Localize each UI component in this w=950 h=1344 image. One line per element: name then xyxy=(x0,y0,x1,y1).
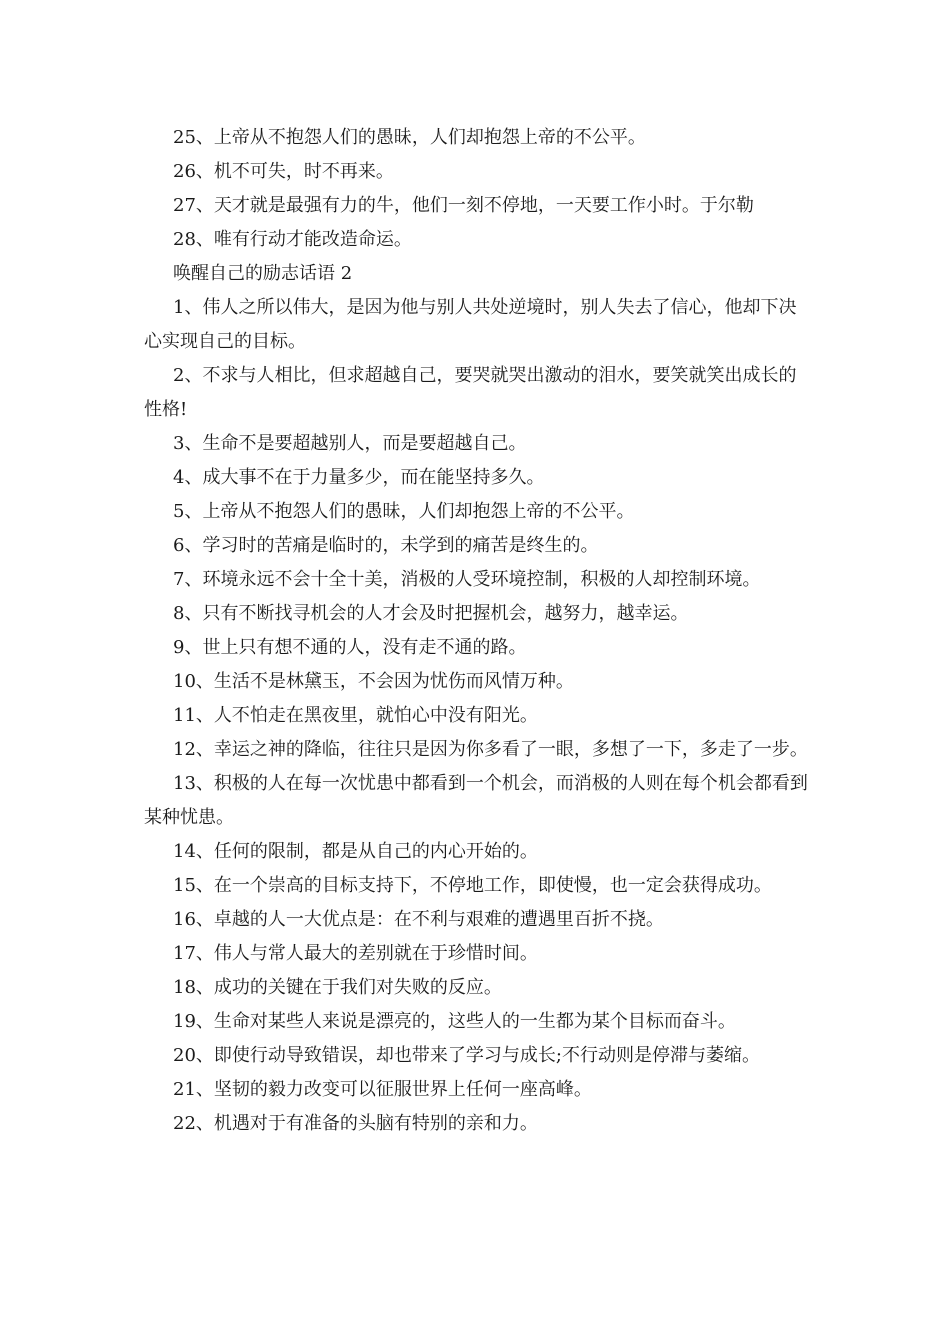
quote-item: 16、卓越的人一大优点是：在不利与艰难的遭遇里百折不挠。 xyxy=(173,909,664,930)
quote-item: 13、积极的人在每一次忧患中都看到一个机会，而消极的人则在每个机会都看到某种忧患。 xyxy=(144,773,808,828)
quote-item: 18、成功的关键在于我们对失败的反应。 xyxy=(173,977,502,998)
quote-item: 3、生命不是要超越别人，而是要超越自己。 xyxy=(173,433,527,454)
quote-item: 20、即使行动导致错误，却也带来了学习与成长;不行动则是停滞与萎缩。 xyxy=(173,1045,760,1066)
quote-item: 22、机遇对于有准备的头脑有特别的亲和力。 xyxy=(173,1113,538,1134)
quote-item: 25、上帝从不抱怨人们的愚昧，人们却抱怨上帝的不公平。 xyxy=(173,127,646,148)
quote-item: 4、成大事不在于力量多少，而在能坚持多久。 xyxy=(173,467,545,488)
quote-item: 14、任何的限制，都是从自己的内心开始的。 xyxy=(173,841,538,862)
quote-item: 9、世上只有想不通的人，没有走不通的路。 xyxy=(173,637,527,658)
quote-item: 2、不求与人相比，但求超越自己，要哭就哭出激动的泪水，要笑就笑出成长的性格! xyxy=(144,365,797,420)
quote-item: 11、人不怕走在黑夜里，就怕心中没有阳光。 xyxy=(173,705,538,726)
quote-item: 17、伟人与常人最大的差别就在于珍惜时间。 xyxy=(173,943,538,964)
quote-item: 15、在一个崇高的目标支持下，不停地工作，即使慢，也一定会获得成功。 xyxy=(173,875,772,896)
quote-item: 7、环境永远不会十全十美，消极的人受环境控制，积极的人却控制环境。 xyxy=(173,569,761,590)
document-body xyxy=(144,121,809,1141)
quote-item: 28、唯有行动才能改造命运。 xyxy=(173,229,412,250)
quote-item: 12、幸运之神的降临，往往只是因为你多看了一眼，多想了一下，多走了一步。 xyxy=(173,739,808,760)
section-heading: 唤醒自己的励志话语 2 xyxy=(173,263,353,284)
quote-item: 5、上帝从不抱怨人们的愚昧，人们却抱怨上帝的不公平。 xyxy=(173,501,635,522)
quote-item: 1、伟人之所以伟大，是因为他与别人共处逆境时，别人失去了信心，他却下决心实现自己的目标。 xyxy=(144,297,797,352)
quote-item: 21、坚韧的毅力改变可以征服世界上任何一座高峰。 xyxy=(173,1079,592,1100)
quote-item: 26、机不可失，时不再来。 xyxy=(173,161,394,182)
quote-item: 27、天才就是最强有力的牛，他们一刻不停地，一天要工作小时。于尔勒 xyxy=(173,195,754,216)
quote-item: 8、只有不断找寻机会的人才会及时把握机会，越努力，越幸运。 xyxy=(173,603,689,624)
quote-item: 10、生活不是林黛玉，不会因为忧伤而风情万种。 xyxy=(173,671,574,692)
quote-item: 19、生命对某些人来说是漂亮的，这些人的一生都为某个目标而奋斗。 xyxy=(173,1011,736,1032)
quote-item: 6、学习时的苦痛是临时的，未学到的痛苦是终生的。 xyxy=(173,535,599,556)
